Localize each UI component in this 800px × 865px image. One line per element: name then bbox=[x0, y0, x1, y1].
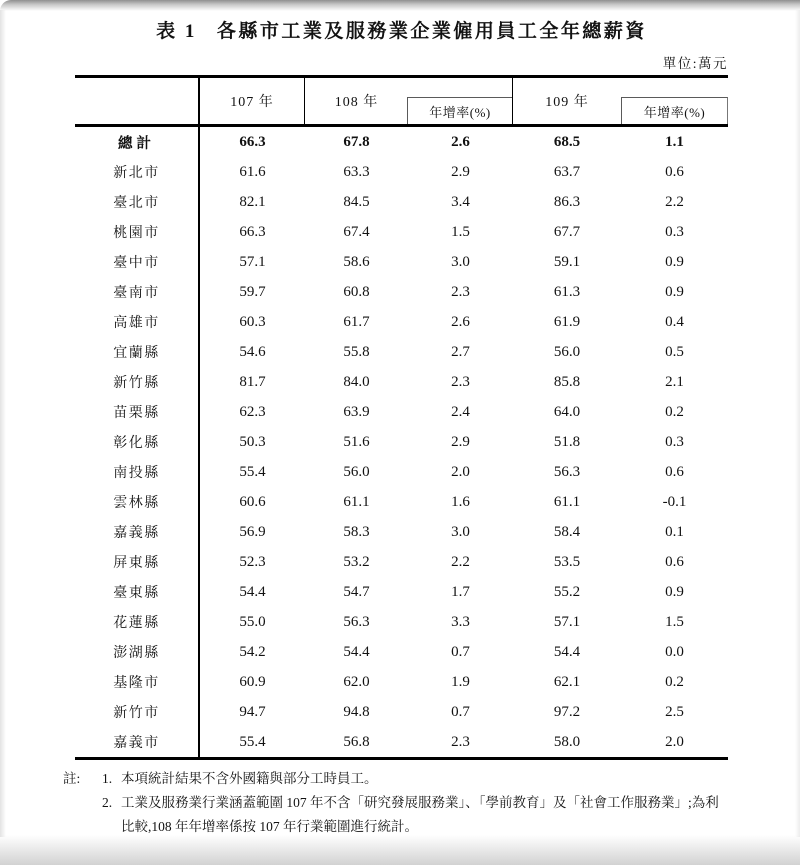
cell-growth-rate-108: 2.6 bbox=[451, 313, 470, 330]
table-header bbox=[75, 75, 728, 127]
cell-year-108: 67.8 bbox=[343, 133, 370, 150]
table-row bbox=[75, 427, 728, 457]
cell-growth-rate-109: 0.5 bbox=[665, 343, 684, 360]
cell-year-109: 57.1 bbox=[553, 613, 581, 630]
cell-growth-rate-108: 2.3 bbox=[451, 733, 470, 750]
row-label: 臺中市 bbox=[75, 247, 200, 277]
table-row bbox=[75, 217, 728, 247]
footnotes bbox=[63, 767, 753, 839]
cell-year-108: 58.6 bbox=[343, 253, 370, 270]
header-cell-row-label bbox=[75, 78, 200, 124]
cell-growth-rate-109: 0.2 bbox=[665, 403, 684, 420]
cell-year-107: 82.1 bbox=[239, 193, 266, 210]
cell-year-107: 66.3 bbox=[239, 133, 266, 150]
cell-year-108: 84.5 bbox=[343, 193, 370, 210]
cell-growth-rate-108: 1.6 bbox=[451, 493, 470, 510]
cell-growth-rate-108: 0.7 bbox=[451, 703, 470, 720]
row-label: 新竹市 bbox=[75, 697, 200, 727]
cell-growth-rate-108: 2.2 bbox=[451, 553, 470, 570]
row-label: 高雄市 bbox=[75, 307, 200, 337]
cell-growth-rate-108: 2.3 bbox=[451, 283, 470, 300]
cell-year-109: 53.5 bbox=[553, 553, 581, 570]
cell-year-107: 61.6 bbox=[239, 163, 266, 180]
cell-growth-rate-108: 1.9 bbox=[451, 673, 470, 690]
cell-year-108: 54.4 bbox=[343, 643, 370, 660]
cell-year-108: 84.0 bbox=[343, 373, 370, 390]
cell-year-107: 60.3 bbox=[239, 313, 266, 330]
cell-growth-rate-109: -0.1 bbox=[662, 493, 687, 510]
table-row bbox=[75, 487, 728, 517]
cell-year-109: 61.3 bbox=[553, 283, 581, 300]
row-label: 新竹縣 bbox=[75, 367, 200, 397]
table-row bbox=[75, 247, 728, 277]
table-row bbox=[75, 697, 728, 727]
cell-growth-rate-109: 0.3 bbox=[665, 433, 684, 450]
cell-year-108: 58.3 bbox=[343, 523, 370, 540]
cell-year-109: 55.2 bbox=[553, 583, 581, 600]
cell-growth-rate-108: 2.7 bbox=[451, 343, 470, 360]
cell-year-108: 63.3 bbox=[343, 163, 370, 180]
cell-year-109: 61.1 bbox=[553, 493, 581, 510]
table-body bbox=[75, 127, 728, 760]
table-row bbox=[75, 277, 728, 307]
cell-year-107: 60.9 bbox=[239, 673, 266, 690]
cell-year-109: 56.0 bbox=[553, 343, 581, 360]
cell-growth-rate-108: 1.7 bbox=[451, 583, 470, 600]
cell-growth-rate-109: 0.1 bbox=[665, 523, 684, 540]
cell-year-109: 68.5 bbox=[553, 133, 581, 150]
cell-growth-rate-108: 2.0 bbox=[451, 463, 470, 480]
page-left-shadow bbox=[0, 10, 6, 837]
cell-year-107: 81.7 bbox=[239, 373, 266, 390]
header-cell-year-107: 107 年 bbox=[200, 78, 305, 124]
note-2-text: 工業及服務業行業涵蓋範圍 107 年不含「研究發展服務業」、「學前教育」及「社會工作服務業」;為利 比較,108 年年增率係按 107 年行業範圍進行統計。 bbox=[121, 795, 719, 834]
cell-year-109: 61.9 bbox=[553, 313, 581, 330]
cell-growth-rate-109: 0.6 bbox=[665, 553, 684, 570]
table-row bbox=[75, 727, 728, 757]
row-label: 澎湖縣 bbox=[75, 637, 200, 667]
cell-year-108: 56.0 bbox=[343, 463, 370, 480]
cell-growth-rate-109: 0.2 bbox=[665, 673, 684, 690]
cell-growth-rate-109: 0.4 bbox=[665, 313, 684, 330]
row-label: 基隆市 bbox=[75, 667, 200, 697]
cell-year-107: 54.6 bbox=[239, 343, 266, 360]
page-top-shadow bbox=[0, 0, 800, 11]
page-title bbox=[75, 16, 728, 43]
cell-year-107: 57.1 bbox=[239, 253, 266, 270]
table-row bbox=[75, 577, 728, 607]
cell-year-108: 56.8 bbox=[343, 733, 370, 750]
table-row bbox=[75, 457, 728, 487]
cell-growth-rate-109: 0.9 bbox=[665, 253, 684, 270]
cell-year-109: 58.0 bbox=[553, 733, 581, 750]
header-group-year-108 bbox=[305, 78, 513, 124]
cell-year-109: 54.4 bbox=[553, 643, 581, 660]
cell-year-108: 53.2 bbox=[343, 553, 370, 570]
table-row bbox=[75, 637, 728, 667]
header-cell-growth-rate-109: 年增率(%) bbox=[621, 97, 728, 124]
row-label: 苗栗縣 bbox=[75, 397, 200, 427]
cell-year-107: 66.3 bbox=[239, 223, 266, 240]
cell-year-109: 58.4 bbox=[553, 523, 581, 540]
header-cell-year-108: 108 年 bbox=[334, 95, 379, 110]
row-label: 嘉義縣 bbox=[75, 517, 200, 547]
cell-growth-rate-109: 0.6 bbox=[665, 463, 684, 480]
cell-year-107: 94.7 bbox=[239, 703, 266, 720]
cell-year-107: 52.3 bbox=[239, 553, 266, 570]
row-label: 彰化縣 bbox=[75, 427, 200, 457]
row-label: 嘉義市 bbox=[75, 727, 200, 757]
row-label: 臺南市 bbox=[75, 277, 200, 307]
cell-growth-rate-109: 2.2 bbox=[665, 193, 684, 210]
cell-year-108: 61.7 bbox=[343, 313, 370, 330]
cell-year-107: 59.7 bbox=[239, 283, 266, 300]
cell-year-109: 63.7 bbox=[553, 163, 581, 180]
table-row bbox=[75, 667, 728, 697]
table-row bbox=[75, 307, 728, 337]
cell-growth-rate-108: 2.6 bbox=[451, 133, 470, 150]
cell-year-109: 86.3 bbox=[553, 193, 581, 210]
table-row bbox=[75, 187, 728, 217]
header-cell-year-109: 109 年 bbox=[545, 95, 589, 110]
cell-growth-rate-109: 2.5 bbox=[665, 703, 684, 720]
row-label: 臺東縣 bbox=[75, 577, 200, 607]
cell-growth-rate-109: 1.1 bbox=[665, 133, 684, 150]
table-number: 表 1 bbox=[156, 21, 197, 42]
cell-year-107: 54.4 bbox=[239, 583, 266, 600]
cell-growth-rate-109: 1.5 bbox=[665, 613, 684, 630]
row-label: 雲林縣 bbox=[75, 487, 200, 517]
cell-year-107: 50.3 bbox=[239, 433, 266, 450]
note-1-number: 1. bbox=[102, 771, 113, 786]
cell-year-108: 54.7 bbox=[343, 583, 370, 600]
row-label: 南投縣 bbox=[75, 457, 200, 487]
notes-label: 註: bbox=[63, 771, 81, 786]
cell-year-109: 59.1 bbox=[553, 253, 581, 270]
cell-year-109: 56.3 bbox=[553, 463, 581, 480]
cell-year-107: 55.0 bbox=[239, 613, 266, 630]
cell-growth-rate-109: 0.6 bbox=[665, 163, 684, 180]
cell-growth-rate-109: 0.9 bbox=[665, 283, 684, 300]
cell-year-108: 67.4 bbox=[343, 223, 370, 240]
table-row bbox=[75, 367, 728, 397]
cell-year-109: 51.8 bbox=[553, 433, 581, 450]
cell-year-108: 61.1 bbox=[343, 493, 370, 510]
cell-growth-rate-108: 2.9 bbox=[451, 433, 470, 450]
unit-label: 單位:萬元 bbox=[662, 56, 728, 71]
cell-year-107: 54.2 bbox=[239, 643, 266, 660]
note-indent-spacer bbox=[63, 791, 102, 839]
cell-growth-rate-108: 2.4 bbox=[451, 403, 470, 420]
cell-growth-rate-108: 2.3 bbox=[451, 373, 470, 390]
table-row bbox=[75, 547, 728, 577]
cell-growth-rate-108: 3.0 bbox=[451, 523, 470, 540]
cell-year-107: 55.4 bbox=[239, 463, 266, 480]
cell-year-108: 63.9 bbox=[343, 403, 370, 420]
cell-growth-rate-108: 3.0 bbox=[451, 253, 470, 270]
cell-year-108: 56.3 bbox=[343, 613, 370, 630]
data-table bbox=[75, 75, 728, 760]
cell-growth-rate-108: 0.7 bbox=[451, 643, 470, 660]
note-1-text: 本項統計結果不含外國籍與部分工時員工。 bbox=[121, 771, 378, 786]
cell-year-108: 94.8 bbox=[343, 703, 370, 720]
cell-year-108: 51.6 bbox=[343, 433, 370, 450]
cell-year-108: 60.8 bbox=[343, 283, 370, 300]
page-bottom-shadow bbox=[0, 835, 800, 865]
cell-growth-rate-109: 0.0 bbox=[665, 643, 684, 660]
note-2-number: 2. bbox=[102, 795, 113, 810]
row-label: 新北市 bbox=[75, 157, 200, 187]
cell-year-109: 67.7 bbox=[553, 223, 581, 240]
row-label: 花蓮縣 bbox=[75, 607, 200, 637]
cell-growth-rate-108: 3.4 bbox=[451, 193, 470, 210]
cell-growth-rate-108: 2.9 bbox=[451, 163, 470, 180]
cell-year-107: 60.6 bbox=[239, 493, 266, 510]
table-title-text: 各縣市工業及服務業企業僱用員工全年總薪資 bbox=[216, 21, 647, 42]
cell-year-107: 56.9 bbox=[239, 523, 266, 540]
cell-year-108: 55.8 bbox=[343, 343, 370, 360]
cell-year-107: 62.3 bbox=[239, 403, 266, 420]
table-row bbox=[75, 397, 728, 427]
note-item-2 bbox=[63, 791, 753, 839]
cell-year-109: 97.2 bbox=[553, 703, 581, 720]
row-label: 桃園市 bbox=[75, 217, 200, 247]
cell-growth-rate-108: 1.5 bbox=[451, 223, 470, 240]
table-row bbox=[75, 127, 728, 157]
cell-year-109: 62.1 bbox=[553, 673, 581, 690]
cell-year-109: 64.0 bbox=[553, 403, 581, 420]
table-row bbox=[75, 517, 728, 547]
table-row bbox=[75, 337, 728, 367]
cell-year-107: 55.4 bbox=[239, 733, 266, 750]
cell-growth-rate-109: 0.3 bbox=[665, 223, 684, 240]
table-row bbox=[75, 607, 728, 637]
cell-growth-rate-108: 3.3 bbox=[451, 613, 470, 630]
header-group-year-109 bbox=[513, 78, 728, 124]
row-label: 臺北市 bbox=[75, 187, 200, 217]
header-cell-growth-rate-108: 年增率(%) bbox=[407, 97, 512, 124]
row-label: 宜蘭縣 bbox=[75, 337, 200, 367]
cell-growth-rate-109: 2.0 bbox=[665, 733, 684, 750]
cell-growth-rate-109: 2.1 bbox=[665, 373, 684, 390]
page-right-shadow bbox=[795, 10, 800, 837]
table-row bbox=[75, 157, 728, 187]
cell-growth-rate-109: 0.9 bbox=[665, 583, 684, 600]
row-label: 總計 bbox=[75, 127, 200, 157]
note-item-1 bbox=[63, 767, 753, 791]
cell-year-109: 85.8 bbox=[553, 373, 581, 390]
cell-year-108: 62.0 bbox=[343, 673, 370, 690]
row-label: 屏東縣 bbox=[75, 547, 200, 577]
